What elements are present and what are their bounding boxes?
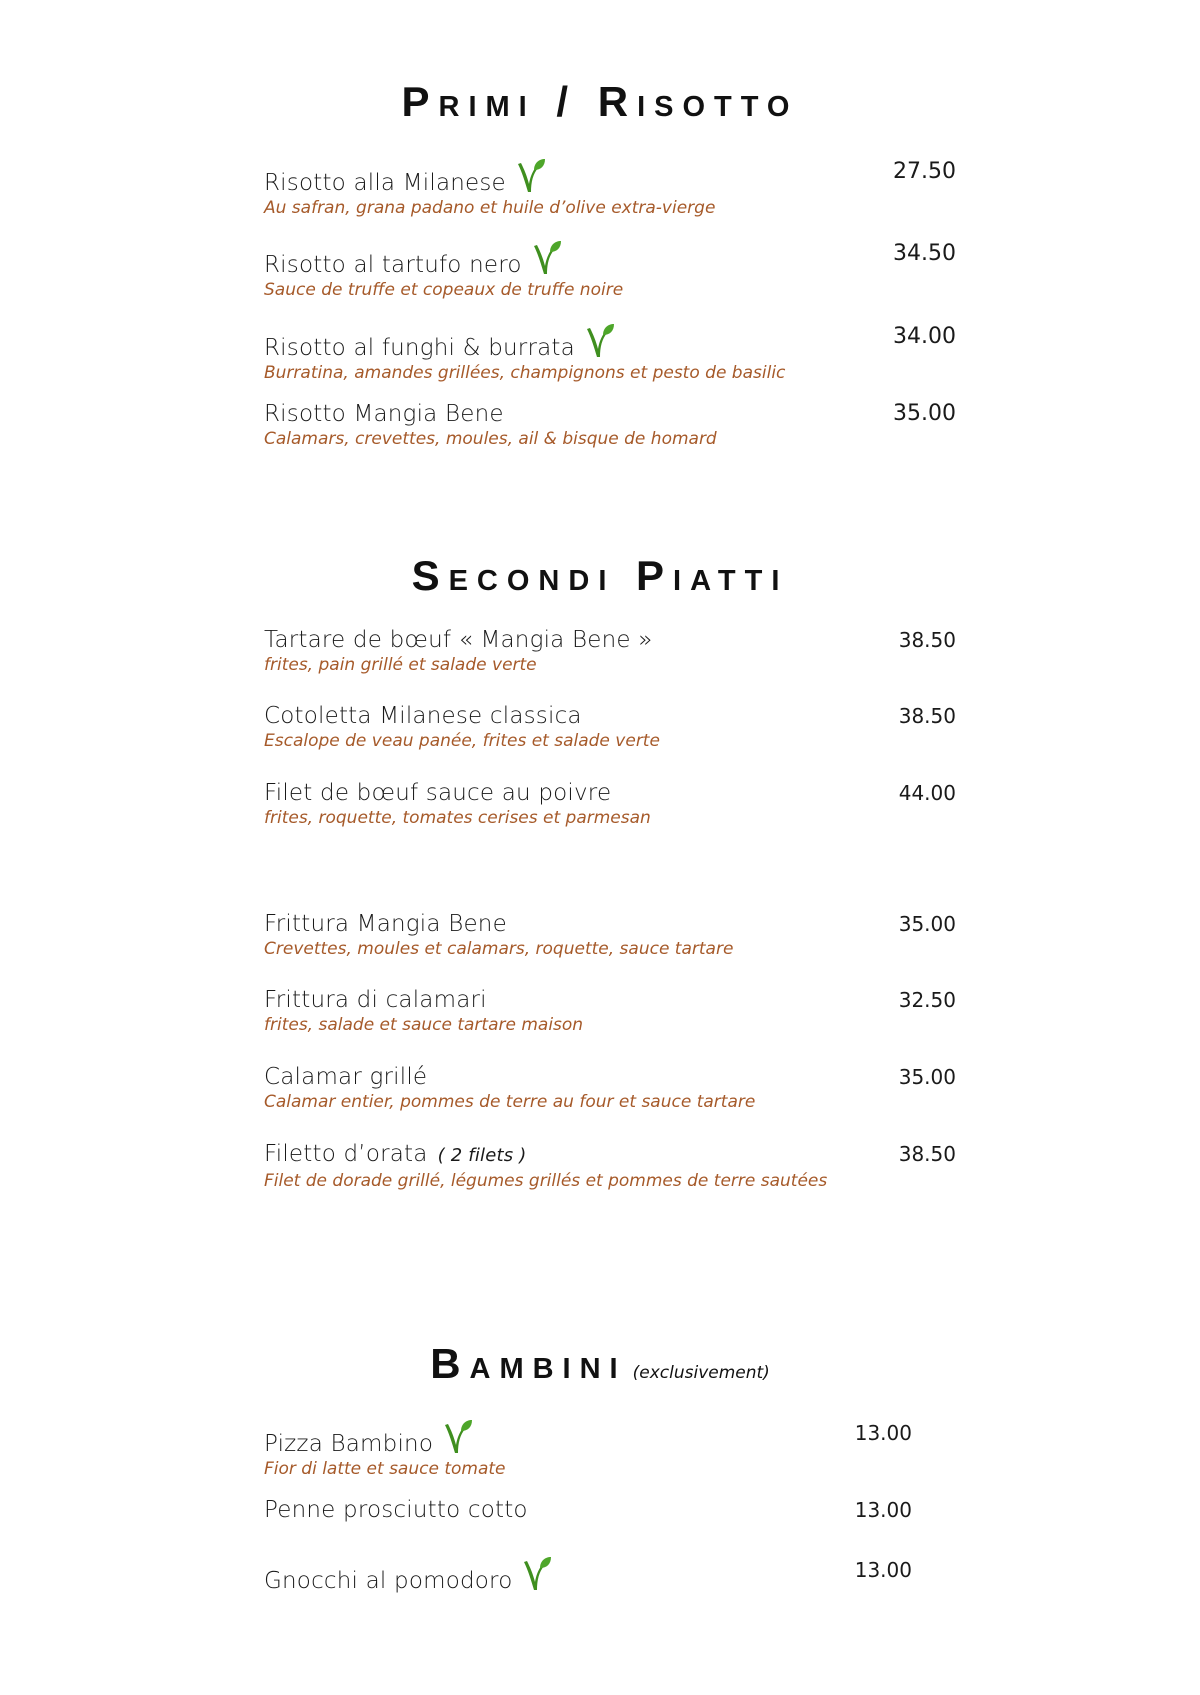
item-name: Filet de bœuf sauce au poivre bbox=[264, 780, 612, 806]
menu-item bbox=[264, 1140, 956, 1192]
item-description: Fior di latte et sauce tomate bbox=[264, 1459, 506, 1479]
item-price: 34.50 bbox=[893, 241, 956, 266]
item-name: Risotto al tartufo nero bbox=[264, 252, 522, 278]
menu-item bbox=[264, 400, 956, 450]
item-description: Escalope de veau panée, frites et salade verte bbox=[264, 731, 660, 751]
item-name: Frittura Mangia Bene bbox=[264, 911, 507, 937]
section-title-secondi: Secondi Piatti bbox=[411, 552, 789, 599]
menu-item bbox=[264, 158, 956, 219]
vegetarian-leaf-icon bbox=[585, 323, 615, 359]
menu-item bbox=[264, 626, 956, 676]
menu-item bbox=[264, 323, 956, 384]
item-name: Risotto al funghi & burrata bbox=[264, 335, 575, 361]
item-name: Penne prosciutto cotto bbox=[264, 1497, 528, 1523]
section-note: (exclusivement) bbox=[632, 1363, 770, 1383]
item-price: 35.00 bbox=[898, 1065, 956, 1089]
item-price: 35.00 bbox=[898, 912, 956, 936]
item-description: frites, salade et sauce tartare maison bbox=[264, 1015, 584, 1035]
vegetarian-leaf-icon bbox=[516, 158, 546, 194]
menu-item bbox=[264, 702, 956, 752]
item-description: Calamar entier, pommes de terre au four et sauce tartare bbox=[264, 1092, 756, 1112]
item-price: 44.00 bbox=[898, 781, 956, 805]
menu-item bbox=[264, 1556, 912, 1595]
item-description: Crevettes, moules et calamars, roquette, sauce tartare bbox=[264, 939, 734, 959]
vegetarian-leaf-icon bbox=[443, 1419, 473, 1455]
item-description: frites, pain grillé et salade verte bbox=[264, 655, 537, 675]
item-price: 32.50 bbox=[898, 988, 956, 1012]
item-price: 35.00 bbox=[893, 401, 956, 426]
item-description: Burratina, amandes grillées, champignons et pesto de basilic bbox=[264, 363, 786, 383]
item-name: Gnocchi al pomodoro bbox=[264, 1568, 513, 1594]
item-name: Cotoletta Milanese classica bbox=[264, 703, 582, 729]
item-description: Calamars, crevettes, moules, ail & bisque de homard bbox=[264, 429, 717, 449]
item-name: Filetto d’orata bbox=[264, 1141, 428, 1167]
item-price: 13.00 bbox=[854, 1421, 912, 1445]
section-title-primi: Primi / Risotto bbox=[401, 78, 799, 125]
item-name: Pizza Bambino bbox=[264, 1431, 434, 1457]
item-description: frites, roquette, tomates cerises et parmesan bbox=[264, 808, 651, 828]
item-name: Calamar grillé bbox=[264, 1064, 428, 1090]
menu-item bbox=[264, 240, 956, 301]
section-title-bambini bbox=[0, 1340, 1200, 1388]
menu-item bbox=[264, 986, 956, 1036]
vegetarian-leaf-icon bbox=[522, 1556, 552, 1592]
vegetarian-leaf-icon bbox=[532, 240, 562, 276]
item-price: 13.00 bbox=[854, 1498, 912, 1522]
menu-item bbox=[264, 1063, 956, 1113]
item-price: 38.50 bbox=[898, 628, 956, 652]
menu-item bbox=[264, 1496, 912, 1524]
item-price: 38.50 bbox=[898, 1142, 956, 1166]
item-description: Au safran, grana padano et huile d’olive extra-vierge bbox=[264, 198, 716, 218]
item-name: Tartare de bœuf « Mangia Bene » bbox=[264, 627, 653, 653]
item-quantity: ( 2 filets ) bbox=[437, 1145, 527, 1166]
item-description: Filet de dorade grillé, légumes grillés et pommes de terre sautées bbox=[264, 1171, 828, 1191]
menu-item bbox=[264, 910, 956, 960]
item-price: 13.00 bbox=[854, 1558, 912, 1582]
menu-item bbox=[264, 779, 956, 829]
item-price: 34.00 bbox=[893, 324, 956, 349]
item-price: 38.50 bbox=[898, 704, 956, 728]
item-name: Risotto alla Milanese bbox=[264, 170, 506, 196]
item-name: Risotto Mangia Bene bbox=[264, 401, 504, 427]
section-title-text: Bambini bbox=[430, 1340, 627, 1387]
item-name: Frittura di calamari bbox=[264, 987, 487, 1013]
menu-item bbox=[264, 1419, 912, 1480]
item-description: Sauce de truffe et copeaux de truffe noire bbox=[264, 280, 624, 300]
item-price: 27.50 bbox=[893, 159, 956, 184]
